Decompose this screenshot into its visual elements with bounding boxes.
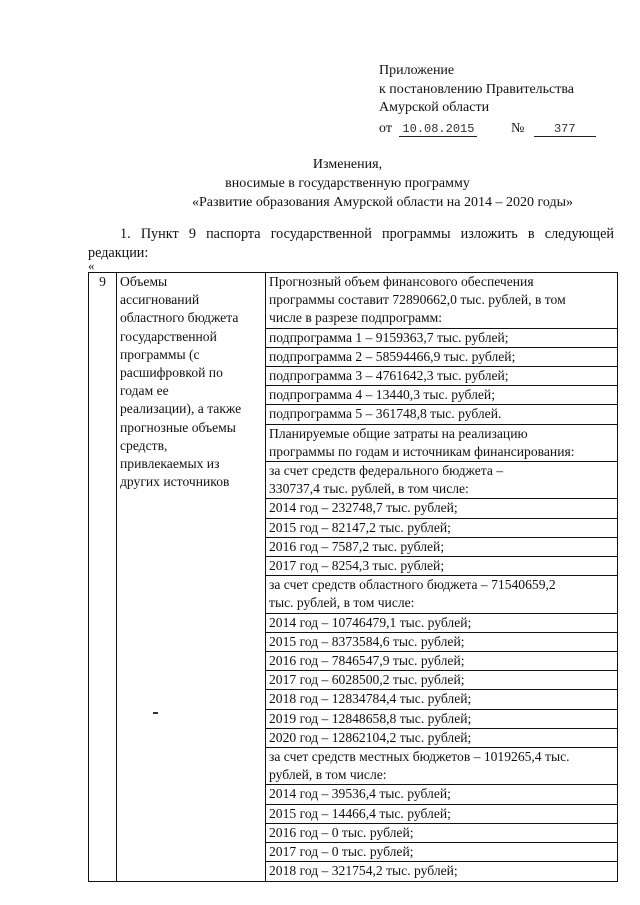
name-line: государственной (120, 328, 217, 344)
document-title (0, 155, 640, 212)
body-line: за счет средств федерального бюджета – (269, 463, 504, 479)
table-row (89, 273, 618, 882)
number-sign: № (510, 120, 525, 136)
body-line: числе в разрезе подпрограмм: (266, 309, 617, 328)
name-line: Объемы (120, 274, 168, 289)
name-line: программы (с (120, 346, 200, 362)
body-line: Планируемые общие затраты на реализацию (269, 425, 528, 441)
name-line: привлекаемых из (120, 456, 220, 472)
body-line: подпрограмма 4 – 13440,3 тыс. рублей; (266, 386, 617, 405)
row-body-cell (266, 273, 618, 882)
body-line: 2018 год – 12834784,4 тыс. рублей; (266, 690, 617, 709)
appendix-line-3: Амурской области (379, 100, 490, 115)
title-line-2: вносимые в государственную программу (225, 176, 470, 191)
body-line: 2015 год – 14466,4 тыс. рублей; (266, 805, 617, 824)
body-line: подпрограмма 5 – 361748,8 тыс. рублей. (266, 405, 617, 424)
name-line: расшифровкой по (120, 365, 223, 381)
body-line: 2015 год – 8373584,6 тыс. рублей; (266, 633, 617, 652)
name-line: прогнозные объемы (120, 419, 236, 435)
body-line: подпрограмма 3 – 4761642,3 тыс. рублей; (266, 367, 617, 386)
name-line: годам ее (120, 383, 169, 399)
title-line-1: Изменения, (312, 157, 383, 172)
body-line: подпрограмма 2 – 58594466,9 тыс. рублей; (266, 348, 617, 367)
passport-table (88, 272, 618, 882)
intro-text: 1. Пункт 9 паспорта государственной программы изложить в следующей редакции: (88, 226, 614, 261)
body-line: рублей, в том числе: (266, 766, 617, 785)
body-line: 2014 год – 39536,4 тыс. рублей; (266, 785, 617, 804)
body-line: 330737,4 тыс. рублей, в том числе: (266, 480, 617, 499)
name-line: ассигнований (120, 292, 200, 308)
number-value: 377 (534, 122, 596, 137)
title-line-3: «Развитие образования Амурской области на 2014 – 2020 годы» (191, 195, 574, 210)
body-line: Прогнозный объем финансового обеспечения (269, 274, 534, 289)
appendix-line-2: к постановлению Правительства (379, 81, 575, 97)
name-line: средств, (120, 437, 168, 453)
body-line: подпрограмма 1 – 9159363,7 тыс. рублей; (266, 329, 617, 348)
name-line: областного бюджета (120, 310, 239, 326)
date-value: 10.08.2015 (399, 122, 477, 137)
body-line: 2017 год – 8254,3 тыс. рублей; (266, 557, 617, 576)
body-line: за счет средств областного бюджета – 71540659,2 (269, 577, 556, 593)
body-line: 2017 год – 0 тыс. рублей; (266, 843, 617, 862)
body-line: 2016 год – 7587,2 тыс. рублей; (266, 538, 617, 557)
body-line: программы по годам и источникам финансирования: (266, 443, 617, 462)
row-name-cell (117, 273, 266, 882)
open-quote: « (88, 258, 95, 273)
intro-paragraph (88, 225, 614, 262)
appendix-line-1: Приложение (379, 63, 455, 78)
body-line: за счет средств местных бюджетов – 1019265,4 тыс. (269, 749, 570, 765)
body-line: программы составит 72890662,0 тыс. рублей, в том (269, 292, 566, 308)
body-line: 2020 год – 12862104,2 тыс. рублей; (266, 729, 617, 748)
date-prefix: от (379, 120, 392, 136)
appendix-dateline (379, 120, 596, 139)
name-line: других источников (120, 474, 230, 490)
body-line: 2018 год – 321754,2 тыс. рублей; (269, 863, 458, 879)
body-line: 2017 год – 6028500,2 тыс. рублей; (266, 671, 617, 690)
scan-mark (153, 712, 158, 714)
body-line: 2016 год – 7846547,9 тыс. рублей; (266, 652, 617, 671)
body-line: тыс. рублей, в том числе: (266, 594, 617, 613)
body-line: 2016 год – 0 тыс. рублей; (266, 824, 617, 843)
row-number: 9 (89, 273, 117, 882)
body-line: 2019 год – 12848658,8 тыс. рублей; (266, 710, 617, 729)
body-line: 2014 год – 232748,7 тыс. рублей; (266, 499, 617, 518)
body-line: 2014 год – 10746479,1 тыс. рублей; (266, 614, 617, 633)
appendix-block (379, 62, 596, 138)
body-line: 2015 год – 82147,2 тыс. рублей; (266, 519, 617, 538)
name-line: реализации), а также (120, 401, 242, 417)
